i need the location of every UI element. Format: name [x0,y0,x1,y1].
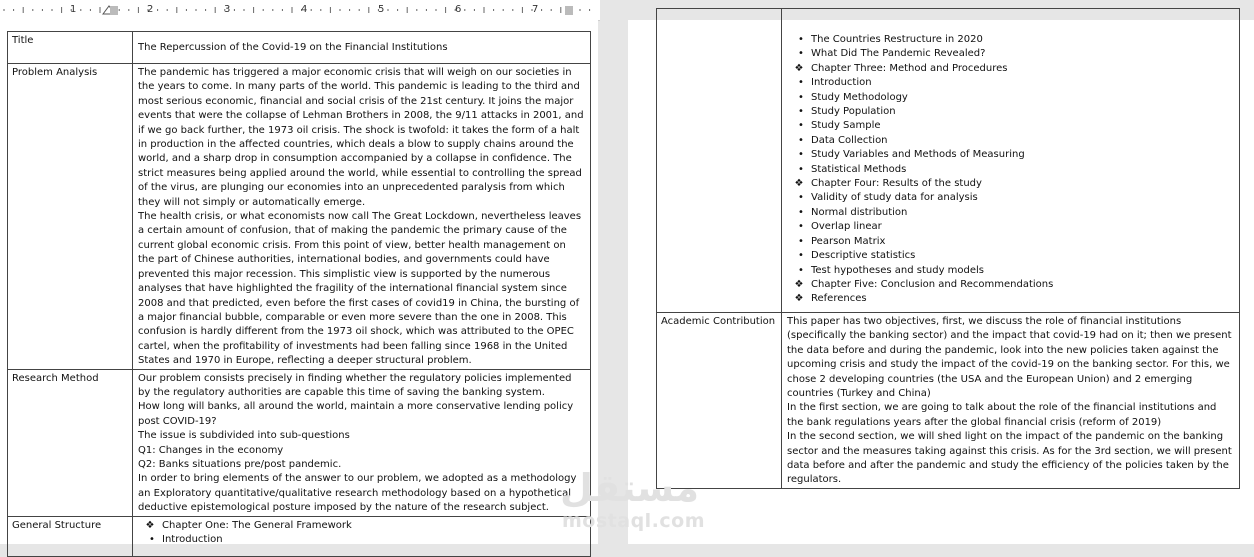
list-item-text: Study Population [811,106,896,118]
paragraph: Our problem consists precisely in finding whether the regulatory policies implemented by the regulatory authorities are capable this time of saving the banking system. [138,372,572,398]
list-item [791,191,1234,205]
watermark-latin: mostaql.com [562,510,706,532]
watermark-logo [552,466,712,536]
row-label: Problem Analysis [8,64,133,370]
bullet-icon: • [798,235,804,247]
list-item [791,264,1234,278]
bullet-icon: • [798,264,804,276]
list-item-text: Chapter Four: Results of the study [811,178,982,190]
list-item-text: Normal distribution [811,206,908,218]
proposal-table-left [7,31,591,557]
list-item-text: Chapter Five: Conclusion and Recommendations [811,278,1054,290]
document-page-left[interactable] [0,20,598,544]
horizontal-ruler[interactable] [0,0,600,21]
paragraph: In the second section, we will shed light on the impact of the pandemic on the banking sector and the measures taking against this crisis. As for the 3rd section, we will present data before and after the pandemic and study the efficiency of the policies taken by the regulators. [787,431,1232,486]
proposal-table-right [656,8,1240,489]
margin-marker-icon [110,6,118,15]
paragraph: The issue is subdivided into sub-questions [138,430,350,442]
ruler-number: 4 [301,4,308,15]
list-item [791,235,1234,249]
list-item-text: Pearson Matrix [811,235,886,247]
bullet-icon: • [798,91,804,103]
paragraph: In order to bring elements of the answer to our problem, we adopted as a methodology an Exploratory quantitative/qualitative research methodology based on a hypothetical deductive epistemological posture imposed by the nature of the research subject. [138,473,577,514]
list-item [791,119,1234,133]
ruler-number: 1 [70,4,77,15]
table-row [8,516,591,556]
bullet-icon: • [798,163,804,175]
row-label: General Structure [8,516,133,556]
list-item [791,134,1234,148]
ruler-ticks [0,0,600,20]
row-content[interactable] [133,32,591,64]
diamond-bullet-icon: ❖ [794,62,804,74]
list-item-text: Statistical Methods [811,163,907,175]
title-text: The Repercussion of the Covid-19 on the Financial Institutions [138,42,448,53]
list-item-text: Data Collection [811,134,888,146]
bullet-icon: • [798,120,804,132]
list-item-text: References [811,293,867,305]
list-item [791,177,1234,191]
table-row [657,313,1240,489]
list-item-text: Test hypotheses and study models [811,264,985,276]
list-item-text: Overlap linear [811,221,882,233]
list-item [791,62,1234,76]
ruler-number: 7 [532,4,539,15]
list-item [791,163,1234,177]
bullet-icon: • [798,221,804,233]
diamond-bullet-icon: ❖ [145,519,155,531]
bullet-icon: • [149,534,155,545]
list-item [791,220,1234,234]
structure-list [787,33,1234,307]
paragraph: This paper has two objectives, first, we discuss the role of financial institutions (specifically the banking sector) and the impact that covid-19 had on it; then we present the data before and during the pandemic, look into the new policies taken against the upcoming crisis and study the impact of the covid-19 on the banking sector. For this, we chose 2 developing countries (the USA and the European Union) and 2 emerging countries (Turkey and China) [787,316,1232,400]
row-content[interactable] [133,369,591,516]
watermark-arabic: مستقل [560,466,699,510]
bullet-icon: • [798,206,804,218]
list-item-text: Introduction [162,534,223,545]
list-item [791,278,1234,292]
list-item-text: Descriptive statistics [811,250,916,262]
list-item [791,148,1234,162]
list-item-text: Study Methodology [811,91,908,103]
row-label: Research Method [8,369,133,516]
paragraph: In the first section, we are going to talk about the role of the financial institutions and the bank regulations years after the global financial crisis (reform of 2019) [787,402,1217,428]
list-item-text: Study Variables and Methods of Measuring [811,149,1025,161]
structure-list [138,519,585,548]
paragraph: The pandemic has triggered a major economic crisis that will weigh on our societies in the years to come. In many parts of the world. This pandemic is leading to the third and most serious economic, financial and social crisis of the 21st century. It joins the major events that were the collapse of Lehman Brothers in 2008, the 9/11 attacks in 2001, and if we go back further, the 1973 oil crisis. The shock is twofold: it takes the form of a halt in production in the affected countries, which deals a blow to supply chains around the world, and a sharp drop in consumption accompanied by a collapse in confidence. The strict measures being applied around the world, while essential to controlling the spread of the virus, are plunging our economies into an unprecedented paralysis from which they will not simply or automatically emerge. [138,67,584,208]
diamond-bullet-icon: ❖ [794,178,804,190]
list-item [142,533,585,547]
list-item-text: Chapter Three: Method and Procedures [811,62,1008,74]
list-item-text: What Did The Pandemic Revealed? [811,48,986,60]
row-label: Title [8,32,133,64]
list-item [791,206,1234,220]
row-label [657,9,782,313]
table-row [8,64,591,370]
list-item-text: The Countries Restructure in 2020 [811,34,983,45]
paragraph: The health crisis, or what economists now call The Great Lockdown, nevertheless leaves a certain amount of confusion, that of making the pandemic the primary cause of the current global economic crisis. From this point of view, better health management on the part of Chinese authorities, international bodies, and governments could have prevented this major recession. This simplistic view is supported by the numerous analyses that have highlighted the fragility of the international financial system since 2008 and that predicted, even before the first cases of covid19 in China, the bursting of a major financial bubble, comparable or even more severe than the one in 2008. This confusion is hardly different from the 1973 oil shock, which was attributed to the OPEC cartel, when the profitability of investments had been falling since 1968 in the United States and 1970 in Europe, reflecting a deeper structural problem. [138,211,582,367]
ruler-number: 2 [147,4,154,15]
list-item [791,47,1234,61]
diamond-bullet-icon: ❖ [794,278,804,290]
list-item [142,519,585,533]
ruler-number: 3 [224,4,231,15]
list-item [791,249,1234,263]
paragraph: Q1: Changes in the economy [138,444,284,456]
list-item-text: Chapter One: The General Framework [162,519,352,531]
row-content[interactable] [133,64,591,370]
row-content[interactable] [133,516,591,556]
row-label: Academic Contribution [657,313,782,489]
paragraph: Q2: Banks situations pre/post pandemic. [138,458,342,470]
table-row [657,9,1240,313]
bullet-icon: • [798,149,804,161]
bullet-icon: • [798,192,804,204]
list-item-text: Validity of study data for analysis [811,192,978,204]
ruler-number: 6 [455,4,462,15]
list-item-text: Introduction [811,77,872,89]
bullet-icon: • [798,134,804,146]
table-row [8,32,591,64]
diamond-bullet-icon: ❖ [794,293,804,305]
list-item [791,91,1234,105]
list-item [791,105,1234,119]
bullet-icon: • [798,48,804,60]
bullet-icon: • [798,106,804,118]
list-item [791,76,1234,90]
row-content[interactable] [782,313,1240,489]
bullet-icon: • [798,250,804,262]
ruler-number: 5 [378,4,385,15]
list-item-text: Study Sample [811,120,881,132]
table-row [8,369,591,516]
bullet-icon: • [798,77,804,89]
right-margin-marker-icon [565,6,573,15]
list-item [791,33,1234,47]
bullet-icon: • [798,34,804,45]
row-content[interactable] [782,9,1240,313]
paragraph: How long will banks, all around the world, maintain a more conservative lending policy post COVID-19? [138,401,574,427]
list-item [791,292,1234,306]
